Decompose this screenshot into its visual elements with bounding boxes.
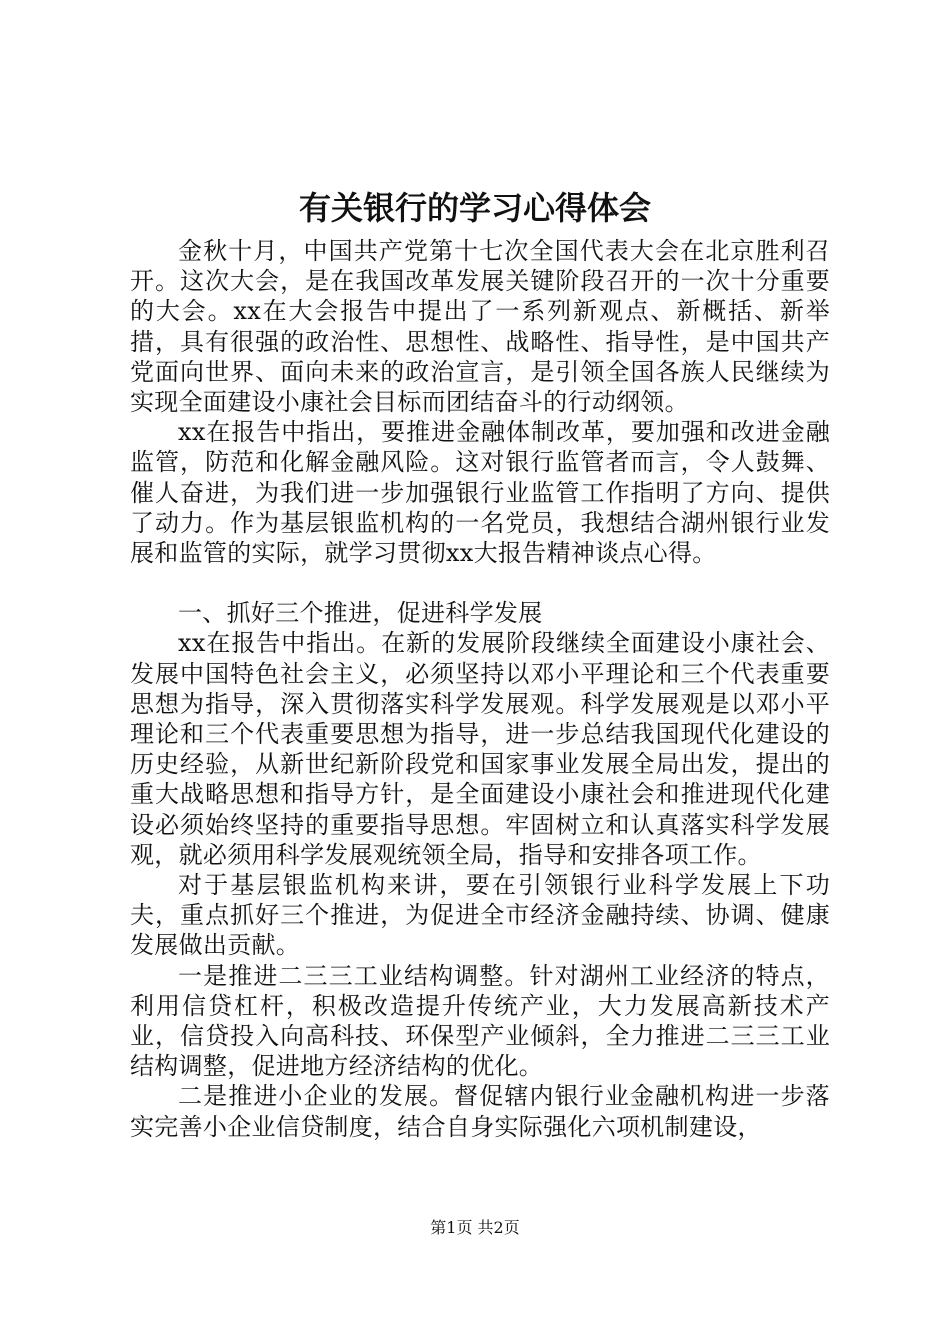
paragraph-report-finance: xx在报告中指出，要推进金融体制改革，要加强和改进金融监管，防范和化解金融风险。这对银行监管者而言，令人鼓舞、催人奋进，为我们进一步加强银行业监管工作指明了方向、提供了动力。作为基层银监机构的一名党员，我想结合湖州银行业发展和监管的实际，就学习贯彻xx大报告精神谈点心得。	[130, 418, 830, 568]
document-body	[130, 236, 830, 1142]
paragraph-small-enterprise: 二是推进小企业的发展。督促辖内银行业金融机构进一步落实完善小企业信贷制度，结合自身实际强化六项机制建设，	[130, 1082, 830, 1141]
page-indicator: 第1页 共2页	[430, 1218, 520, 1237]
paragraph-spacer	[130, 568, 830, 598]
paragraph-intro: 金秋十月，中国共产党第十七次全国代表大会在北京胜利召开。这次大会，是在我国改革发展关键阶段召开的一次十分重要的大会。xx在大会报告中提出了一系列新观点、新概括、新举措，具有很强的政治性、思想性、战略性、指导性，是中国共产党面向世界、面向未来的政治宣言，是引领全国各族人民继续为实现全面建设小康社会目标而团结奋斗的行动纲领。	[130, 237, 830, 417]
paragraph-industrial-structure: 一是推进二三三工业结构调整。针对湖州工业经济的特点，利用信贷杠杆，积极改造提升传统产业，大力发展高新技术产业，信贷投入向高科技、环保型产业倾斜，全力推进二三三工业结构调整，促进地方经济结构的优化。	[130, 961, 830, 1081]
paragraph-scientific-development: xx在报告中指出。在新的发展阶段继续全面建设小康社会、发展中国特色社会主义，必须坚持以邓小平理论和三个代表重要思想为指导，深入贯彻落实科学发展观。科学发展观是以邓小平理论和三个代表重要思想为指导，进一步总结我国现代化建设的历史经验，从新世纪新阶段党和国家事业发展全局出发，提出的重大战略思想和指导方针，是全面建设小康社会和推进现代化建设必须始终坚持的重要指导思想。牢固树立和认真落实科学发展观，就必须用科学发展观统领全局，指导和安排各项工作。	[130, 629, 830, 869]
section-heading-1: 一、抓好三个推进，促进科学发展	[178, 599, 543, 628]
paragraph-three-promotions: 对于基层银监机构来讲，要在引领银行业科学发展上下功夫，重点抓好三个推进，为促进全市经济金融持续、协调、健康发展做出贡献。	[130, 871, 830, 960]
document-title: 有关银行的学习心得体会	[298, 189, 651, 227]
